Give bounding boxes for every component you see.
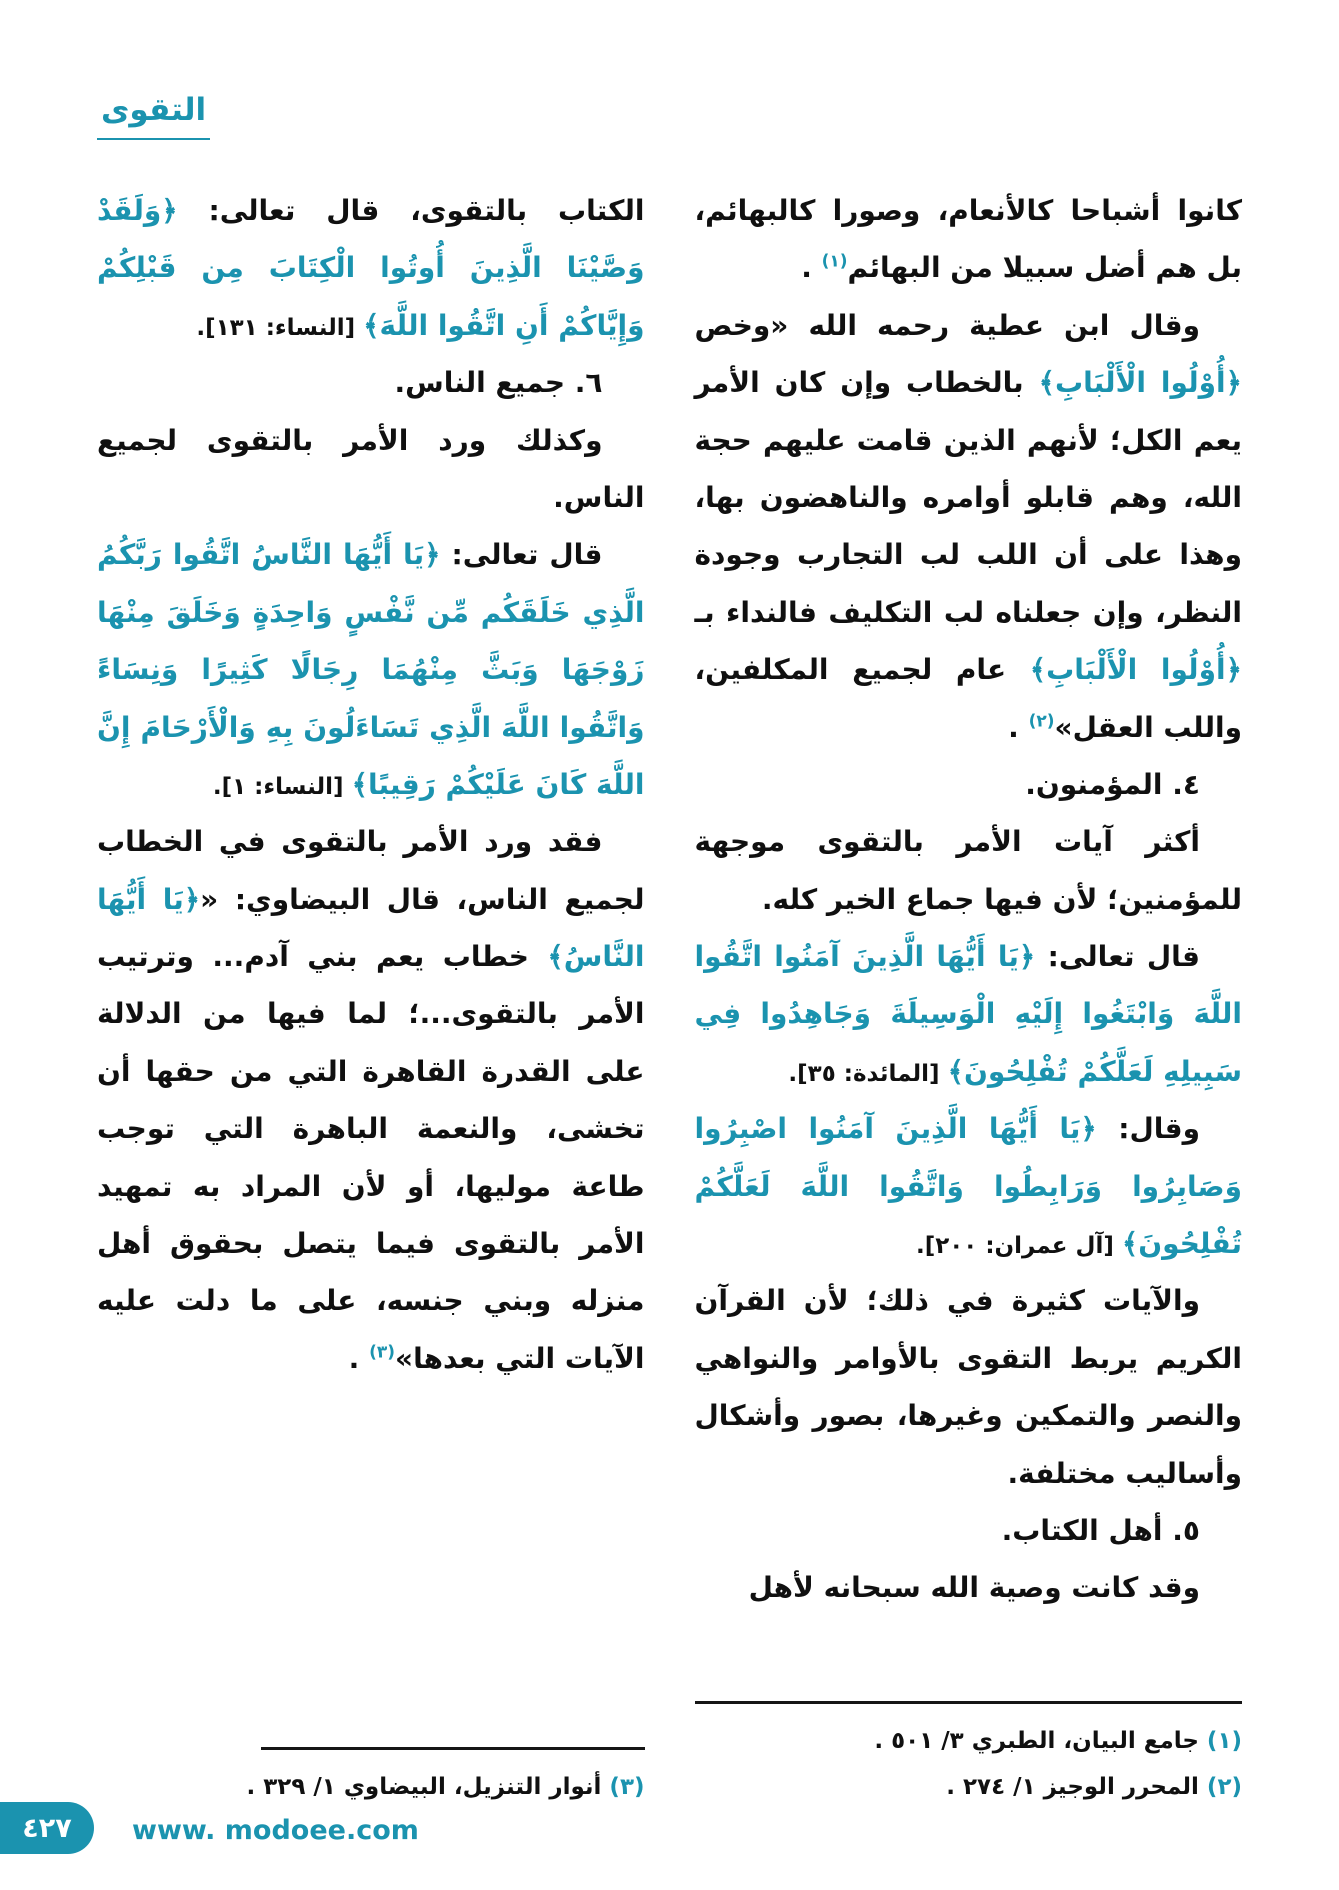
- verse-reference: [النساء: ١].: [212, 773, 352, 800]
- paragraph: [97, 412, 645, 527]
- body-text: فقد ورد الأمر بالتقوى في الخطاب لجميع الناس، قال البيضاوي: «: [97, 825, 645, 916]
- paragraph: [97, 813, 645, 1387]
- website-text: www. modoee.com: [132, 1815, 419, 1846]
- body-text: وقال ابن عطية رحمه الله «وخص: [694, 308, 1200, 342]
- body-text: وقد كانت وصية الله سبحانه لأهل: [748, 1571, 1200, 1605]
- body-text: أنوار التنزيل، البيضاوي ١/ ٣٢٩ .: [246, 1774, 610, 1800]
- paragraph: [695, 1559, 1243, 1616]
- column-left-footnote-list: [97, 1764, 645, 1810]
- paragraph: [695, 813, 1243, 928]
- body-text: قال تعالى:: [440, 538, 603, 572]
- paragraph: [695, 928, 1243, 1100]
- quran-verse: ﴿يَا أَيُّهَا الَّذِينَ آمَنُوا اتَّقُوا اللَّهَ وَابْتَغُوا إِلَيْهِ الْوَسِيلَةَ وَجَاهِدُوا فِي سَبِيلِهِ لَعَلَّكُمْ تُفْلِحُونَ﴾: [694, 940, 1242, 1088]
- quran-verse: ﴿يَا أَيُّهَا الَّذِينَ آمَنُوا اصْبِرُوا وَصَابِرُوا وَرَابِطُوا وَاتَّقُوا اللَّهَ لَعَلَّكُمْ تُفْلِحُونَ﴾: [694, 1112, 1242, 1261]
- page-number-badge: [0, 1802, 94, 1854]
- column-right-footnotes: [695, 1693, 1243, 1810]
- body-text: وقال:: [1096, 1112, 1200, 1146]
- column-right: [695, 182, 1243, 1810]
- column-left: [97, 182, 645, 1810]
- body-text: خطاب يعم بني آدم... وترتيب الأمر بالتقوى...؛ لما فيها من الدلالة على القدرة القاهرة التي من حقها أن تخشى، والنعمة الباهرة التي توجب طاعة موليها، أو لأن المراد به تمهيد الأمر بالتقوى فيما يتصل بحقوق أهل منزله وبني جنسه، على ما دلت عليه الآيات التي بعدها»: [97, 940, 645, 1375]
- footnote: [695, 1718, 1243, 1764]
- column-left-body: [97, 182, 645, 1387]
- verse-reference: [المائدة: ٣٥].: [788, 1060, 948, 1087]
- paragraph: [695, 182, 1243, 297]
- body-text: قال تعالى:: [1035, 940, 1200, 974]
- footnote-number: (١): [1206, 1728, 1242, 1754]
- paragraph: [695, 1272, 1243, 1502]
- paragraph: [695, 297, 1243, 756]
- body-text: .: [348, 1341, 370, 1375]
- body-text: الكتاب بالتقوى، قال تعالى:: [177, 194, 645, 227]
- body-text: ٥. أهل الكتاب.: [1001, 1513, 1200, 1547]
- section-heading: [695, 1502, 1243, 1559]
- body-text: وكذلك ورد الأمر بالتقوى لجميع الناس.: [97, 423, 645, 514]
- footnote-marker: (١): [821, 252, 848, 273]
- body-text: جامع البيان، الطبري ٣/ ٥٠١ .: [874, 1728, 1207, 1754]
- paragraph: [695, 1100, 1243, 1272]
- footnote-number: (٢): [1206, 1774, 1242, 1800]
- body-text: والآيات كثيرة في ذلك؛ لأن القرآن الكريم يربط التقوى بالأوامر والنواهي والنصر والتمكين وغيرها، بصور وأشكال وأساليب مختلفة.: [694, 1284, 1242, 1490]
- column-right-body: [695, 182, 1243, 1617]
- footnote: [97, 1764, 645, 1810]
- body-text: ٦. جميع الناس.: [394, 366, 603, 400]
- page-header: [97, 92, 1242, 140]
- body-text: المحرر الوجيز ١/ ٢٧٤ .: [946, 1774, 1207, 1800]
- quran-verse: ﴿أُوْلُوا الْأَلْبَابِ﴾: [1029, 653, 1242, 687]
- body-text: بالخطاب وإن كان الأمر يعم الكل؛ لأنهم الذين قامت عليهم حجة الله، وهم قابلو أوامره والناهضون بها، وهذا على أن اللب لب التجارب وجودة النظر، وإن جعلناه لب التكليف فالنداء بـ: [694, 366, 1242, 629]
- verse-reference: [النساء: ١٣١].: [196, 314, 364, 341]
- footnote-separator: [261, 1747, 644, 1750]
- footnote: [695, 1764, 1243, 1810]
- quran-verse: ﴿أُوْلُوا الْأَلْبَابِ﴾: [1038, 366, 1242, 400]
- body-text: كانوا أشباحا كالأنعام، وصورا كالبهائم، بل هم أضل سبيلا من البهائم: [694, 194, 1242, 285]
- body-text: .: [801, 251, 822, 285]
- quran-verse: ﴿يَا أَيُّهَا النَّاسُ﴾: [97, 882, 645, 974]
- section-heading: [97, 354, 645, 411]
- body-text: .: [1008, 710, 1029, 744]
- running-head-title: التقوى: [97, 92, 210, 140]
- body-text: ٤. المؤمنون.: [1025, 767, 1200, 801]
- text-columns: [97, 182, 1242, 1810]
- quran-verse: ﴿وَلَقَدْ وَصَّيْنَا الَّذِينَ أُوتُوا الْكِتَابَ مِن قَبْلِكُمْ وَإِيَّاكُمْ أَنِ اتَّقُوا اللَّهَ﴾: [97, 194, 645, 342]
- column-right-footnote-list: [695, 1718, 1243, 1810]
- body-text: عام لجميع المكلفين، واللب العقل»: [694, 653, 1242, 744]
- verse-reference: [آل عمران: ٢٠٠].: [915, 1233, 1122, 1260]
- section-heading: [695, 756, 1243, 813]
- footnote-number: (٣): [609, 1774, 645, 1800]
- footnote-separator: [695, 1701, 1243, 1704]
- body-text: أكثر آيات الأمر بالتقوى موجهة للمؤمنين؛ لأن فيها جماع الخير كله.: [694, 825, 1242, 916]
- paragraph: [97, 526, 645, 813]
- quran-verse: ﴿يَا أَيُّهَا النَّاسُ اتَّقُوا رَبَّكُمُ الَّذِي خَلَقَكُم مِّن نَّفْسٍ وَاحِدَةٍ وَخَلَقَ مِنْهَا زَوْجَهَا وَبَثَّ مِنْهُمَا رِجَالًا كَثِيرًا وَنِسَاءً وَاتَّقُوا اللَّهَ الَّذِي تَسَاءَلُونَ بِهِ وَالْأَرْحَامَ إِنَّ اللَّهَ كَانَ عَلَيْكُمْ رَقِيبًا﴾: [97, 538, 645, 801]
- paragraph: [97, 182, 645, 354]
- footnote-marker: (٢): [1028, 711, 1055, 732]
- page-number: ٤٢٧: [22, 1812, 72, 1844]
- column-left-footnotes: [97, 1739, 645, 1810]
- footnote-marker: (٣): [369, 1342, 396, 1363]
